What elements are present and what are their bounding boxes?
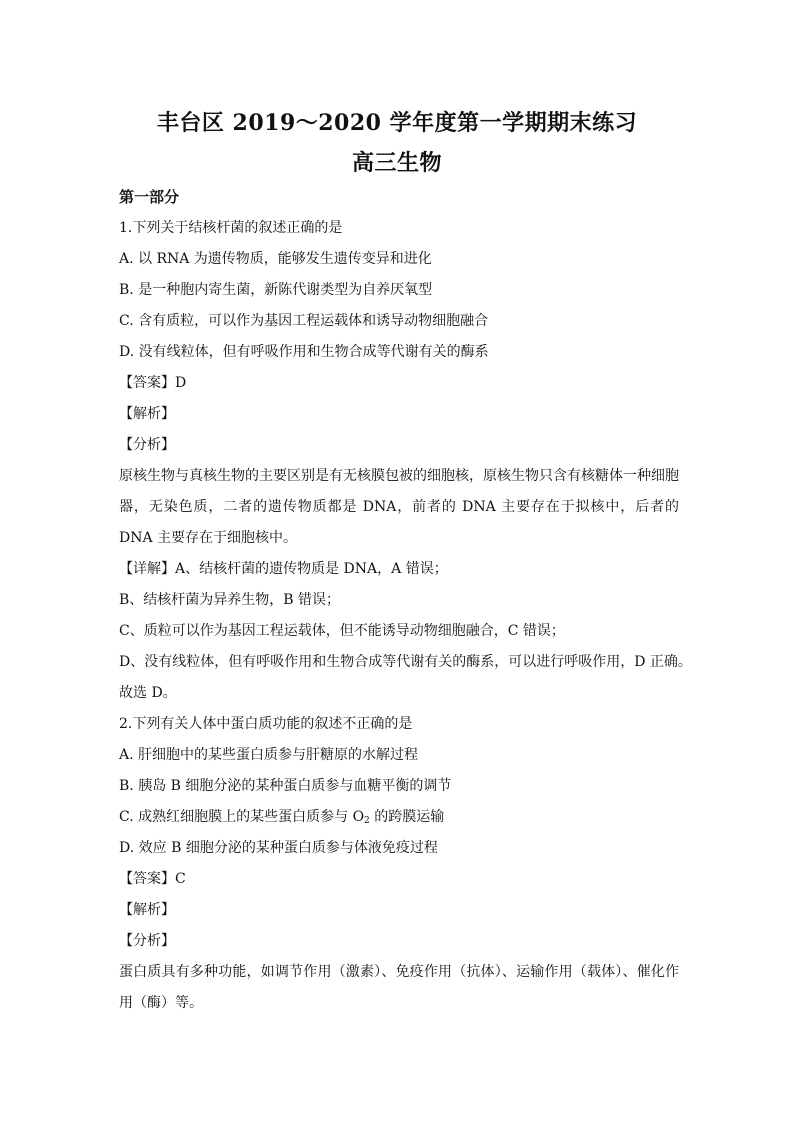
question-1-option-b: B. 是一种胞内寄生菌，新陈代谢类型为自养厌氧型	[119, 282, 433, 298]
question-1-detail-b: B、结核杆菌为异养生物，B 错误；	[119, 592, 341, 608]
question-1-jiexi-label: 【解析】	[119, 406, 175, 422]
question-1-stem: 1.下列关于结核杆菌的叙述正确的是	[119, 220, 343, 236]
document-title: 丰台区 2019～2020 学年度第一学期期末练习	[156, 110, 638, 136]
question-2-option-c-tail: 的跨膜运输	[369, 809, 445, 825]
question-2-option-c	[119, 802, 679, 833]
question-2-jiexi-label: 【解析】	[119, 902, 175, 918]
question-1-detail-d: D、没有线粒体，但有呼吸作用和生物合成等代谢有关的酶系，可以进行呼吸作用，D 正确。	[119, 654, 692, 670]
question-2-option-b: B. 胰岛 B 细胞分泌的某种蛋白质参与血糖平衡的调节	[119, 778, 452, 794]
question-1-answer: 【答案】D	[119, 375, 187, 391]
question-1-conclusion: 故选 D。	[119, 685, 177, 701]
question-2-option-d: D. 效应 B 细胞分泌的某种蛋白质参与体液免疫过程	[119, 840, 438, 856]
question-2-answer: 【答案】C	[119, 871, 186, 887]
question-2-option-a: A. 肝细胞中的某些蛋白质参与肝糖原的水解过程	[119, 747, 419, 763]
question-1-option-d: D. 没有线粒体，但有呼吸作用和生物合成等代谢有关的酶系	[119, 344, 489, 360]
section-heading: 第一部分	[119, 188, 180, 206]
document-subject: 高三生物	[351, 150, 442, 176]
question-2-fenxi-label: 【分析】	[119, 933, 175, 949]
oxygen-subscript: 2	[364, 816, 370, 826]
question-1-analysis: 原核生物与真核生物的主要区别是有无核膜包被的细胞核，原核生物只含有核糖体一种细胞器，无染色质，二者的遗传物质都是 DNA，前者的 DNA 主要存在于拟核中，后者的 DNA 主要存在于细胞核中。	[119, 468, 679, 546]
question-1-fenxi-label: 【分析】	[119, 437, 175, 453]
question-2-analysis: 蛋白质具有多种功能，如调节作用（激素）、免疫作用（抗体）、运输作用（载体）、催化作用（酶）等。	[119, 964, 679, 1011]
question-1-option-c: C. 含有质粒，可以作为基因工程运载体和诱导动物细胞融合	[119, 313, 489, 329]
document-body	[119, 182, 692, 1019]
question-1-detail-c: C、质粒可以作为基因工程运载体，但不能诱导动物细胞融合，C 错误；	[119, 623, 565, 639]
question-1-detail-a: 【详解】A、结核杆菌的遗传物质是 DNA，A 错误；	[119, 561, 448, 577]
question-1-option-a: A. 以 RNA 为遗传物质，能够发生遗传变异和进化	[119, 251, 432, 267]
question-2-stem: 2.下列有关人体中蛋白质功能的叙述不正确的是	[119, 716, 413, 732]
question-2-option-c-text: C. 成熟红细胞膜上的某些蛋白质参与 O	[119, 809, 365, 825]
